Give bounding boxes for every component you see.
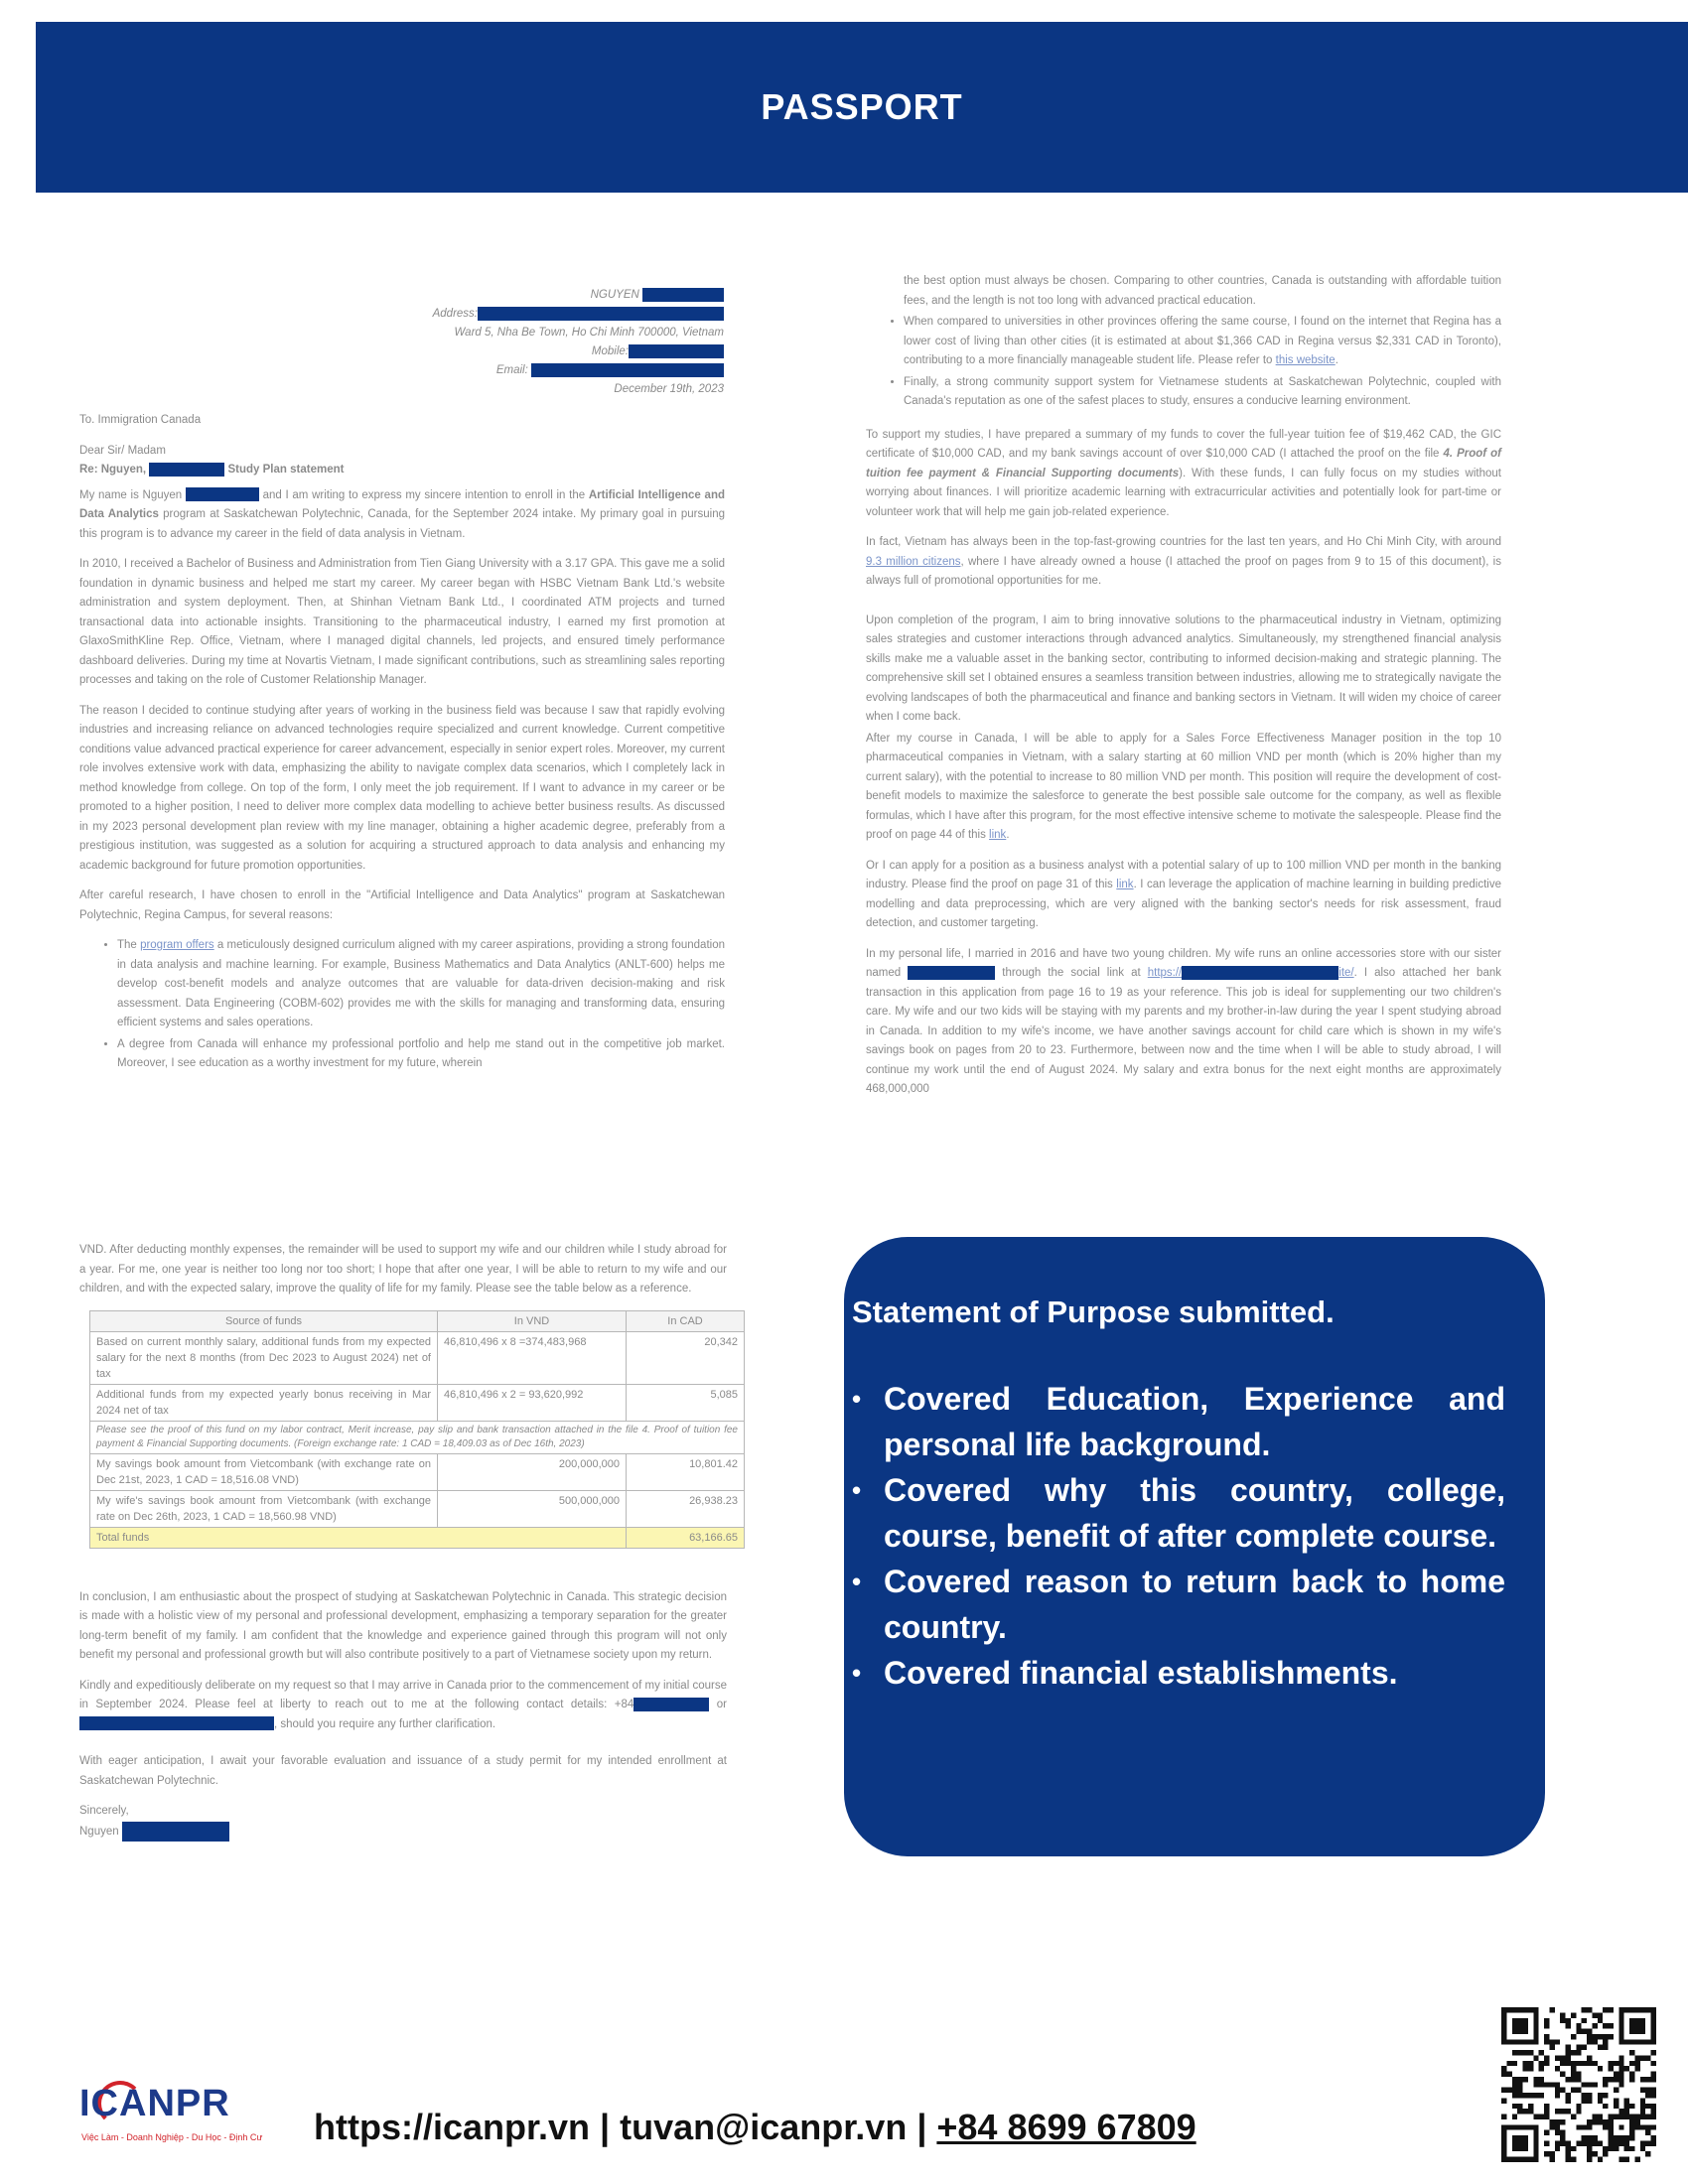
phone-link[interactable]: +84 8699 67809 bbox=[936, 2107, 1196, 2147]
sender-block bbox=[79, 286, 724, 399]
recipient: To. Immigration Canada bbox=[79, 414, 202, 426]
logo-text: ICANPR bbox=[79, 2083, 230, 2124]
redaction bbox=[79, 1716, 274, 1730]
letter-page-3 bbox=[79, 1241, 738, 1958]
program-link[interactable]: program offers bbox=[140, 939, 214, 951]
redaction bbox=[186, 487, 259, 501]
redaction bbox=[478, 307, 724, 321]
column-header: In VND bbox=[438, 1310, 627, 1331]
paragraph: In conclusion, I am enthusiastic about the prospect of studying at Saskatchewan Polytechnic in Canada. This strategic decision is made with a holistic view of my personal and professional development, emphasizing a temporary separation for the greater long-term benefit of my family. I am confident that the knowledge and experience gained through this program will not only benefit my personal and professional growth but will also contribute positively to a part of Vietnamese society upon my return. bbox=[79, 1590, 727, 1661]
paragraph: VND. After deducting monthly expenses, the remainder will be used to support my wife and our children while I study abroad for a year. For me, one year is neither too long nor too short; I hope that after one year, I will be able to return to my wife and our children, and with the expected salary, improve the quality of life for my family. Please see the table below as a reference. bbox=[79, 1244, 727, 1295]
citizens-link[interactable]: 9.3 million citizens bbox=[866, 555, 961, 568]
redaction bbox=[149, 463, 224, 477]
paragraph: In fact, Vietnam has always been in the top-fast-growing countries for the last ten years, and Ho Chi Minh City, with around 9.3 million citizens, where I have already owned a house (I attached the proof on pages from 9 to 15 of this document), is always full of promotional opportunities for me. bbox=[866, 536, 1501, 587]
table-header-row bbox=[90, 1310, 745, 1331]
paragraph: After my course in Canada, I will be able to apply for a Sales Force Effectiveness Manager position in the top 10 pharmaceutical companies in Vietnam, with a salary starting at 60 million VND per month (which is 20% higher than my current salary), with the potential to increase to 80 million VND per month. This position will require the development of cost-benefit models to maximize the salesforce to generate the best possible sale outcome for the company, as well as flexible formulas, which I have after this program, for the most effective intensive scheme to motivate the salespeople. Please find the proof on page 44 of this link. bbox=[866, 732, 1501, 841]
page-title: PASSPORT bbox=[761, 86, 963, 127]
table-note-row: Please see the proof of this fund on my labor contract, Merit increase, pay slip and bank transaction attached in the file 4. Proof of tuition fee payment & Financial Supporting documents. (Foreign exchange rate: 1 CAD = 18,409.03 as of Dec 16th, 2023) bbox=[90, 1421, 745, 1453]
website-link[interactable]: this website bbox=[1275, 354, 1336, 366]
redaction bbox=[1182, 966, 1338, 980]
logo-tagline: Việc Làm - Doanh Nghiệp - Du Học - Định Cư bbox=[81, 2132, 263, 2142]
paragraph: Upon completion of the program, I aim to bring innovative solutions to the pharmaceutical industry in Vietnam, optimizing sales strategies and customer interactions through advanced analytics. Simultaneously, my strengthened financial analysis skills make me a valuable asset in the banking sector, contributing to informed decision-making and strategic planning. The comprehensive skill set I obtained ensures a seamless transition between industries, allowing me to strategically navigate the evolving landscapes of both the pharmaceutical and finance and banking sectors in Vietnam. It will widen my choice of career when I come back. bbox=[866, 614, 1501, 723]
sop-list bbox=[852, 1376, 1505, 1696]
sender-name: NGUYEN bbox=[590, 289, 639, 301]
funds-table bbox=[89, 1310, 745, 1549]
paragraph: My name is Nguyen and I am writing to express my sincere intention to enroll in the Artificial Intelligence and Data Analytics program at Saskatchewan Polytechnic, Canada, for the September 2024 intake. My primary goal in pursuing this program is to advance my career in the field of data analysis in Vietnam. bbox=[79, 488, 725, 540]
paragraph: After careful research, I have chosen to enroll in the "Artificial Intelligence and Data Analytics" program at Saskatchewan Polytechnic, Regina Campus, for several reasons: bbox=[79, 889, 725, 921]
contact-line: https://icanpr.vn | tuvan@icanpr.vn | +84 8699 67809 bbox=[314, 2107, 1196, 2147]
proof-link[interactable]: link bbox=[1116, 879, 1134, 890]
table-row: Additional funds from my expected yearly bonus receiving in Mar 2024 net of tax 46,810,496 x 2 = 93,620,992 5,085 bbox=[90, 1384, 745, 1421]
column-header: Source of funds bbox=[90, 1310, 438, 1331]
icanpr-logo bbox=[79, 2083, 263, 2152]
list-item-continued: the best option must always be chosen. Comparing to other countries, Canada is outstanding with affordable tuition fees, and the length is not too long with advanced practical education. bbox=[904, 275, 1501, 307]
paragraph: Kindly and expeditiously deliberate on my request so that I may arrive in Canada prior to the commencement of my initial course in September 2024. Please feel at liberty to reach out to me at the following contact details: +84 or , should you require any further clarification. bbox=[79, 1679, 727, 1730]
redaction bbox=[122, 1822, 229, 1842]
sop-item: • Covered financial establishments. bbox=[852, 1655, 1398, 1691]
list-item: • The program offers a meticulously designed curriculum aligned with my career aspirations, providing a strong foundation in data analysis and machine learning. For example, Business Mathematics and Data Analytics (ANLT-600) helps me develop cost-benefit models and analyze outcomes that are valuable for data-driven decision-making and risk assessment. Data Engineering (COBM-602) provides me with the skills for managing and transforming data, ensuring efficient systems and sales operations. bbox=[117, 936, 725, 1033]
email-label: Email: bbox=[495, 364, 528, 376]
paragraph: In my personal life, I married in 2016 and have two young children. My wife runs an online accessories store with our sister named through the social link at https:// ite/. I also attached her bank transaction in this application from page 16 to 19 as your reference. This job is ideal for supplementing our two children's care. My wife and our two kids will be staying with my parents and my brother-in-law during the year I spent studying abroad in Canada. In addition to my wife's income, we have another savings account for child care which is shown in my wife's savings book on pages from 20 to 23. Furthermore, between now and the time when I will be able to study abroad, I will continue my work until the end of August 2024. My salary and extra bonus for the next eight months are approximately 468,000,000 bbox=[866, 947, 1501, 1095]
redaction bbox=[531, 363, 724, 377]
salutation: Dear Sir/ Madam bbox=[79, 444, 166, 457]
re-line: Re: Nguyen, Study Plan statement bbox=[79, 464, 345, 476]
paragraph: The reason I decided to continue studying after years of working in the business field was because I saw that rapidly evolving industries and increasing reliance on advanced technologies require specialized and current knowledge. Current competitive conditions value advanced practical experience for career advancement, especially in senior expert roles. Moreover, my current role involves extensive work with data, emphasizing the ability to navigate complex data scenarios, which I completely lack in method knowledge from college. On top of the form, I only meet the job requirement. If I want to advance in my career or be promoted to a higher position, I need to deliver more complex data modelling to achieve better business results. As discussed in my 2023 personal development plan review with my line manager, obtaining a higher academic degree, preferably from a prestigious institution, was suggested as a solution for acquiring a structured approach to data analysis and enhancing my academic background for future promotion opportunities. bbox=[79, 704, 725, 872]
signature: Sincerely, Nguyen bbox=[79, 1802, 727, 1842]
reasons-list bbox=[117, 936, 725, 1074]
sop-item: • Covered why this country, college, course, benefit of after complete course. bbox=[852, 1472, 1505, 1554]
sop-item: • Covered Education, Experience and personal life background. bbox=[852, 1381, 1505, 1462]
table-row: My savings book amount from Vietcombank (with exchange rate on Dec 21st, 2023, 1 CAD = 18,516.08 VND) 200,000,000 10,801.42 bbox=[90, 1453, 745, 1490]
paragraph: In 2010, I received a Bachelor of Business and Administration from Tien Giang University with a 3.17 GPA. This gave me a solid foundation in dynamic business and helped me start my career. My career began with HSBC Vietnam Bank Ltd.'s website administration and system deployment. Then, at Shinhan Vietnam Bank Ltd., I coordinated ATM projects and turned transactional data into actionable insights. Transitioning to the pharmaceutical industry, I earned my first promotion at GlaxoSmithKline Rep. Office, Vietnam, where I managed digital channels, led projects, and ensured timely performance dashboard deliveries. During my time at Novartis Vietnam, I made significant contributions, such as streamlining sales reporting processes and taking on the role of Customer Relationship Manager. bbox=[79, 558, 725, 686]
table-row: Based on current monthly salary, additional funds from my expected salary for the next 8 months (from Dec 2023 to August 2024) net of tax 46,810,496 x 8 =374,483,968 20,342 bbox=[90, 1331, 745, 1384]
redaction bbox=[908, 966, 995, 980]
reasons-list-continued bbox=[904, 272, 1501, 412]
proof-link[interactable]: link bbox=[989, 829, 1007, 841]
sop-card bbox=[844, 1237, 1545, 1856]
letter-date: December 19th, 2023 bbox=[614, 383, 724, 395]
table-total-row: Total funds 63,166.65 bbox=[90, 1527, 745, 1548]
sop-title: Statement of Purpose submitted. bbox=[852, 1295, 1335, 1329]
redaction bbox=[633, 1698, 709, 1711]
letter-page-2 bbox=[866, 272, 1501, 1161]
social-link[interactable]: https:// ite/ bbox=[1147, 967, 1354, 979]
redaction bbox=[642, 288, 724, 302]
header-banner bbox=[36, 22, 1688, 193]
list-item: • A degree from Canada will enhance my professional portfolio and help me stand out in the competitive job market. Moreover, I see education as a worthy investment for my future, wherein bbox=[117, 1035, 725, 1074]
qr-code-icon bbox=[1501, 2007, 1656, 2162]
redaction bbox=[629, 344, 724, 358]
table-row: My wife's savings book amount from Vietcombank (with exchange rate on Dec 26th, 2023, 1 CAD = 18,560.98 VND) 500,000,000 26,938.23 bbox=[90, 1490, 745, 1527]
mobile-label: Mobile: bbox=[591, 345, 629, 357]
paragraph: Or I can apply for a position as a business analyst with a potential salary of up to 100 million VND per month in the banking industry. Please find the proof on page 31 of this link. I can leverage the application of machine learning in building predictive modelling and data preprocessing, which are very aligned with the banking sector's needs for risk assessment, fraud detection, and customer targeting. bbox=[866, 859, 1501, 929]
column-header: In CAD bbox=[627, 1310, 745, 1331]
paragraph: To support my studies, I have prepared a summary of my funds to cover the full-year tuition fee of $19,462 CAD, the GIC certificate of $10,000 CAD, and my bank savings account of over $10,000 CAD (I attached the proof on the file 4. Proof of tuition fee payment & Financial Supporting documents). With these funds, I can fully focus on my studies without worrying about finances. I will prioritize academic learning with extracurricular activities and potentially look for part-time or volunteer work that will help me gain job-related experience. bbox=[866, 428, 1501, 518]
letter-page-1 bbox=[79, 286, 725, 1160]
address-label: Address: bbox=[432, 308, 478, 320]
email-link[interactable]: tuvan@icanpr.vn bbox=[620, 2107, 908, 2147]
paragraph: With eager anticipation, I await your favorable evaluation and issuance of a study permit for my intended enrollment at Saskatchewan Polytechnic. bbox=[79, 1755, 727, 1787]
list-item: • Finally, a strong community support system for Vietnamese students at Saskatchewan Polytechnic, coupled with Canada's reputation as one of the safest places to study, ensures a conducive learning environment. bbox=[904, 373, 1501, 412]
list-item: • When compared to universities in other provinces offering the same course, I found on the internet that Regina has a lower cost of living than other cities (it is estimated at about $1,366 CAD in Regina versus $2,331 CAD in Toronto), contributing to a more financially manageable student life. Please refer to this website. bbox=[904, 313, 1501, 371]
address-line: Ward 5, Nha Be Town, Ho Chi Minh 700000, Vietnam bbox=[454, 327, 724, 339]
sop-item: • Covered reason to return back to home country. bbox=[852, 1564, 1505, 1645]
website-link[interactable]: https://icanpr.vn bbox=[314, 2107, 591, 2147]
